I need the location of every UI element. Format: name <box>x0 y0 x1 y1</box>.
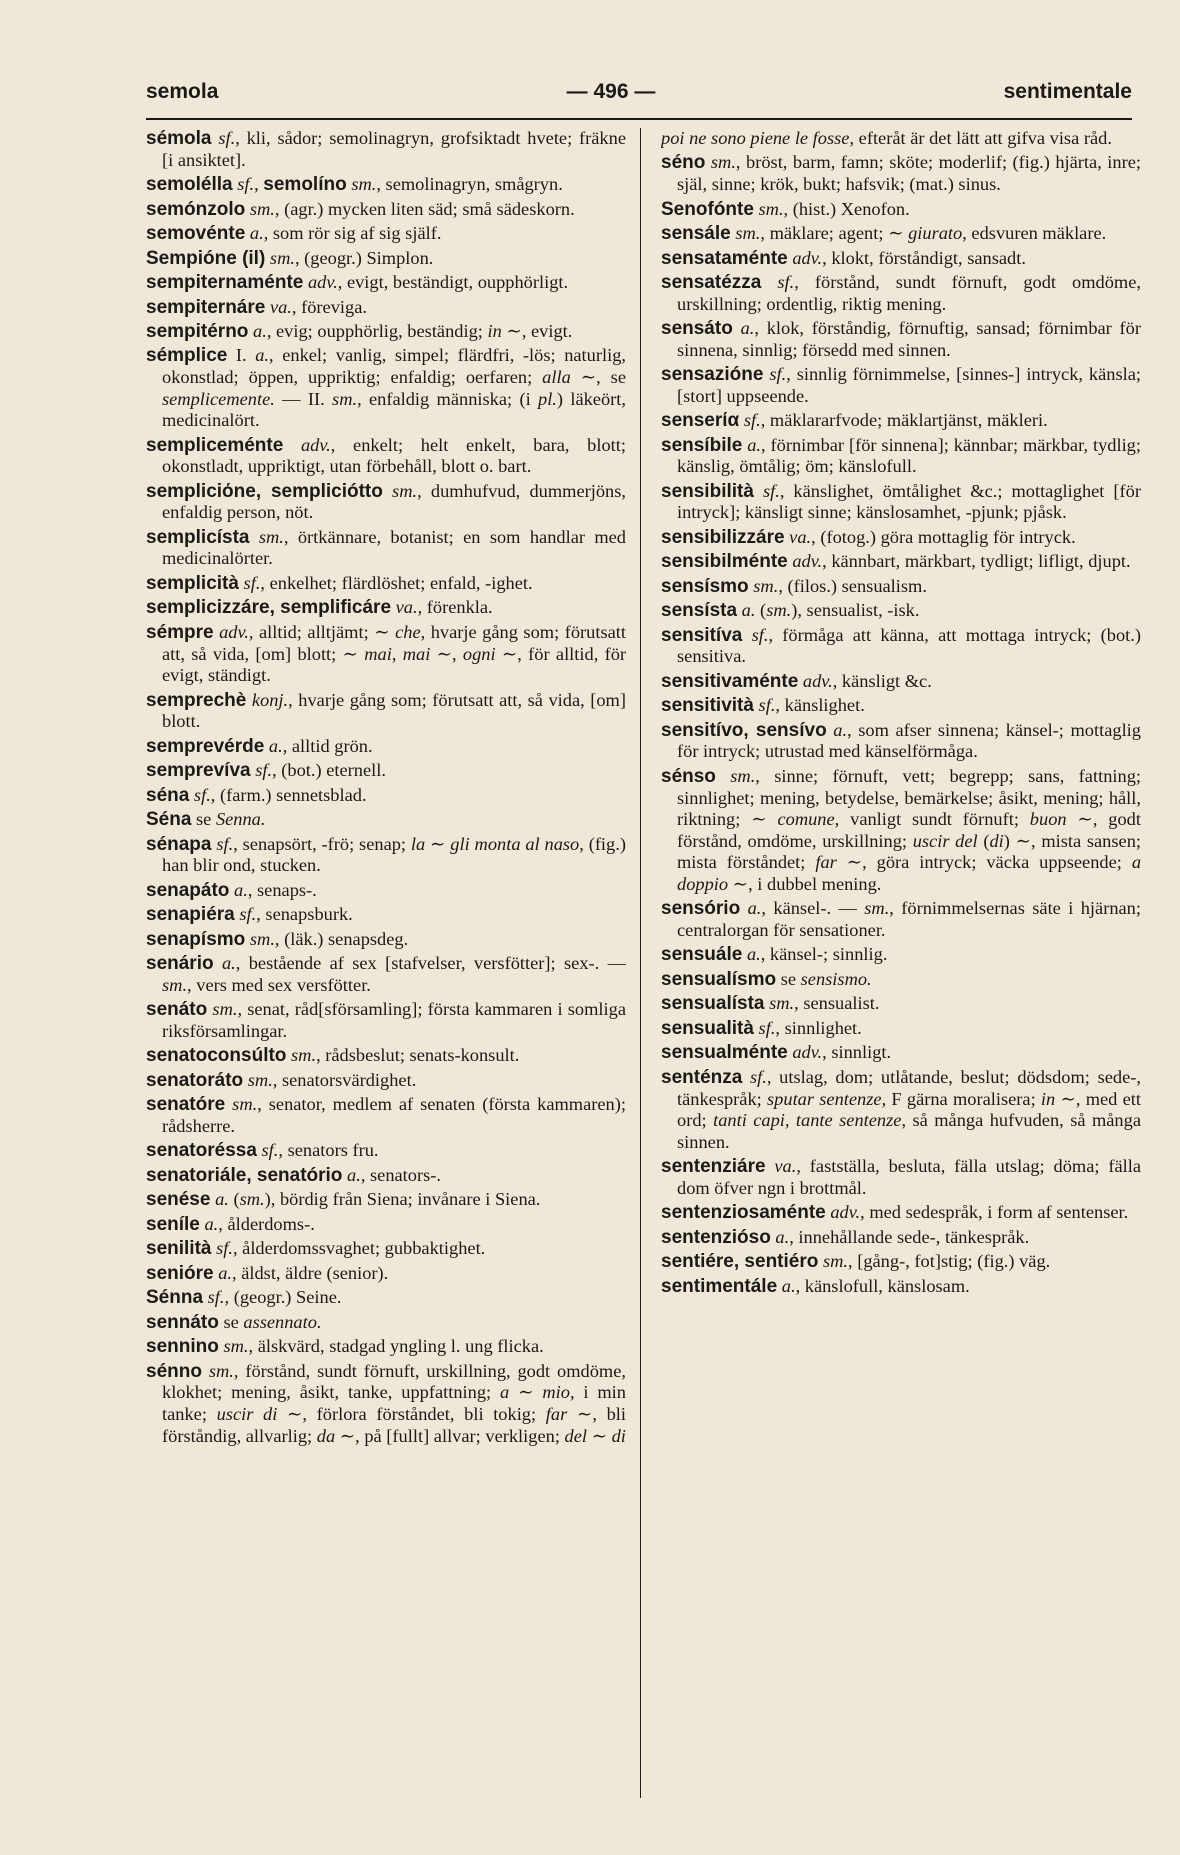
definition: a., känsel-. — sm., förnimmelsernas säte i hjärnan; centralorgan för sensationer. <box>677 898 1141 940</box>
definition: sf., enkelhet; flärdlöshet; enfald, -ighet. <box>243 572 533 593</box>
headword: sensataménte <box>661 247 788 269</box>
definition: adv., med sedespråk, i form af sentenser. <box>830 1202 1129 1223</box>
headword: Sempióne (il) <box>146 247 266 269</box>
definition: a. (sm.), sensualist, -isk. <box>741 600 920 621</box>
dictionary-entry <box>661 318 1141 361</box>
dictionary-entry <box>146 1070 626 1092</box>
definition: a., evig; oupphörlig, beständig; in ∼, evigt. <box>253 320 573 341</box>
definition: a., äldst, äldre (senior). <box>218 1262 389 1283</box>
dictionary-entry <box>146 297 626 319</box>
headword: semónzolo <box>146 198 246 220</box>
headword: sensíbile <box>661 434 743 456</box>
dictionary-entry <box>661 671 1141 693</box>
dictionary-entry <box>146 128 626 171</box>
headword: sempliciόne, semplicióttο <box>146 480 383 502</box>
headword: semplicità <box>146 572 239 594</box>
dictionary-entry <box>661 1156 1141 1199</box>
headword: sénno <box>146 1360 202 1382</box>
page-header <box>146 72 1132 112</box>
headword: senténza <box>661 1066 743 1088</box>
definition: sm., (läk.) senapsdeg. <box>249 928 409 949</box>
dictionary-entry <box>146 1214 626 1236</box>
headword: sensísmo <box>661 575 749 597</box>
dictionary-entry <box>661 1227 1141 1249</box>
dictionary-entry <box>661 1202 1141 1224</box>
definition: konj., hvarje gång som; förutsatt att, så vida, [om] blott. <box>162 689 626 732</box>
dictionary-entry <box>146 1312 626 1334</box>
definition: sf., känslighet. <box>758 695 865 716</box>
definition: sm., örtkännare, botanist; en som handlar med medicinalörter. <box>162 526 626 569</box>
headword: semprevíva <box>146 760 251 782</box>
headword: semplicísta <box>146 526 250 548</box>
definition: sm., (filos.) sensualism. <box>753 575 927 596</box>
headword: sénso <box>661 765 716 787</box>
dictionary-entry <box>661 1251 1141 1273</box>
definition: a., som afser sinnena; känsel-; mottaglig för intryck; utrustad med känselförmåga. <box>677 719 1141 762</box>
definition: sf., kli, sådor; semolinagryn, grofsiktadt hvete; fräkne [i ansiktet]. <box>162 128 626 170</box>
dictionary-entry <box>146 1045 626 1067</box>
dictionary-entry <box>661 1067 1141 1153</box>
dictionary-entry <box>661 248 1141 270</box>
dictionary-entry <box>146 760 626 782</box>
dictionary-entry <box>661 1042 1141 1064</box>
dictionary-entry <box>146 880 626 902</box>
headword: senário <box>146 953 214 975</box>
definition: a. (sm.), bördig från Siena; invånare i Siena. <box>215 1189 541 1210</box>
dictionary-entry <box>146 1287 626 1309</box>
dictionary-entry <box>146 904 626 926</box>
headword: sémplice <box>146 345 228 367</box>
dictionary-entry <box>661 1018 1141 1040</box>
dictionary-entry <box>146 1140 626 1162</box>
definition: sm., (geogr.) Simplon. <box>269 247 434 268</box>
definition: va., föreviga. <box>269 296 367 317</box>
dictionary-entry <box>146 690 626 733</box>
headword: séno <box>661 152 706 174</box>
dictionary-entry <box>146 785 626 807</box>
dictionary-entry <box>146 622 626 687</box>
headword: sémola <box>146 128 212 149</box>
dictionary-entry <box>661 272 1141 315</box>
definition: sm., senatorsvärdighet. <box>247 1069 417 1090</box>
definition: a., innehållande sede-, tänkespråk. <box>775 1226 1030 1247</box>
headword: sensazióne <box>661 364 764 386</box>
headword: senatoconsúlto <box>146 1045 287 1067</box>
dictionary-entry <box>661 435 1141 478</box>
dictionary-entry <box>146 481 626 524</box>
dictionary-entry <box>146 1336 626 1358</box>
column-divider <box>640 128 641 1798</box>
headword: sensibilizzáre <box>661 526 785 548</box>
headword: séna <box>146 784 190 806</box>
headword: sempiternáre <box>146 296 266 318</box>
definition: a., som rör sig af sig själf. <box>249 223 442 244</box>
headword: semprechè <box>146 689 247 711</box>
headword: seníle <box>146 1213 200 1235</box>
dictionary-entry <box>146 435 626 478</box>
headword: senatóre <box>146 1094 226 1116</box>
headword: sensitívo, sensívo <box>661 719 827 741</box>
definition: adv., klokt, förståndigt, sansadt. <box>792 247 1026 268</box>
dictionary-entry <box>146 953 626 996</box>
dictionary-entry <box>661 969 1141 991</box>
dictionary-entry <box>661 898 1141 941</box>
headword: sensuále <box>661 944 743 966</box>
page-number: — 496 — <box>566 80 656 103</box>
dictionary-entry <box>146 174 626 196</box>
headword: sempliceménte <box>146 434 284 456</box>
headword: semovénte <box>146 223 246 245</box>
headword: semprevérde <box>146 735 265 757</box>
headword: Séna <box>146 809 192 831</box>
definition: se assennato. <box>218 1311 322 1332</box>
definition: adv., kännbart, märkbart, tydligt; lifligt, djupt. <box>792 551 1131 572</box>
definition: sf., sinnlig förnimmelse, [sinnes-] intryck, känsla; [stort] uppseende. <box>677 364 1141 406</box>
headword: sennáto <box>146 1311 219 1333</box>
definition: sf., mäklararfvode; mäklartjänst, mäkleri. <box>743 410 1048 431</box>
dictionary-entry <box>661 1276 1141 1298</box>
headword: sentiére, sentiéro <box>661 1251 819 1273</box>
dictionary-entry <box>661 410 1141 432</box>
dictionary-entry <box>146 1263 626 1285</box>
definition: sm., senat, råd[sförsamling]; första kammaren i somliga riksförsamlingar. <box>162 999 626 1041</box>
definition: va., fastställa, besluta, fälla utslag; döma; fälla dom öfver ngn i brottmål. <box>677 1156 1141 1198</box>
dictionary-entry <box>146 597 626 619</box>
headword: sentenziosaménte <box>661 1202 826 1224</box>
headword: semolélla <box>146 174 233 196</box>
definition: sm., dumhufvud, dummerjöns, enfaldig person, nöt. <box>162 480 626 523</box>
definition: sf., (geogr.) Seine. <box>207 1287 342 1308</box>
definition: sf., senapsburk. <box>239 904 353 925</box>
definition: sf., senapsört, -frö; senap; la ∼ gli monta al naso, (fig.) han blir ond, stucken. <box>162 833 626 876</box>
dictionary-entry <box>661 199 1141 221</box>
headword: sensualísmo <box>661 968 777 990</box>
definition: sf., sinnlighet. <box>758 1017 862 1038</box>
dictionary-entry <box>661 223 1141 245</box>
headword: sempitérno <box>146 320 249 342</box>
dictionary-entry <box>661 551 1141 573</box>
headword: senapiéra <box>146 904 235 926</box>
definition: adv., enkelt; helt enkelt, bara, blott; okonstladt, uppriktigt, utan förbehåll, blott o. bart. <box>162 434 626 477</box>
headword: sennino <box>146 1336 219 1358</box>
dictionary-entry <box>661 944 1141 966</box>
definition: a., senaps-. <box>234 879 317 900</box>
headword: sensatézza <box>661 272 762 294</box>
definition: sf., förmåga att känna, att mottaga intryck; (bot.) sensitiva. <box>677 624 1141 667</box>
definition: va., förenkla. <box>395 597 493 618</box>
headword: sensibilità <box>661 480 754 502</box>
headword: sensáto <box>661 318 733 340</box>
dictionary-entry <box>146 736 626 758</box>
dictionary-entry <box>146 1361 626 1447</box>
dictionary-entry <box>661 527 1141 549</box>
definition: adv., sinnligt. <box>792 1042 892 1063</box>
definition: se sensismo. <box>776 968 872 989</box>
headword: senserία <box>661 410 740 432</box>
headword: senióre <box>146 1262 214 1284</box>
dictionary-entry <box>146 1238 626 1260</box>
headword: sénapa <box>146 833 212 855</box>
dictionary-entry <box>146 272 626 294</box>
headword: senapáto <box>146 879 230 901</box>
headword: sensualménte <box>661 1042 788 1064</box>
dictionary-entry <box>146 321 626 343</box>
definition: adv., känsligt &c. <box>802 670 932 691</box>
definition: sf., senators fru. <box>261 1140 379 1161</box>
headword: sensibilménte <box>661 551 788 573</box>
headword: sensitíva <box>661 624 743 646</box>
headword: sempiternaménte <box>146 272 304 294</box>
definition: sm., (agr.) mycken liten säd; små sädeskorn. <box>249 198 575 219</box>
definition: sm., mäklare; agent; ∼ giurato, edsvuren mäklare. <box>735 223 1107 244</box>
definition: a., alltid grön. <box>268 735 373 756</box>
definition: sf., (bot.) eternell. <box>255 760 386 781</box>
dictionary-entry <box>661 481 1141 524</box>
definition: a., förnimbar [för sinnena]; kännbar; märkbar, tydlig; känslig, ömtålig; öm; känslofull. <box>677 434 1141 477</box>
headword: sémpre <box>146 621 214 643</box>
dictionary-entry <box>146 1094 626 1137</box>
headword: senilità <box>146 1238 212 1260</box>
left-column <box>146 128 626 1835</box>
headword: Sénna <box>146 1287 204 1309</box>
definition: a., klok, förståndig, förnuftig, sansad; förnimbar för sinnena, sinnlig; försedd med sinnen. <box>677 318 1141 360</box>
dictionary-entry <box>146 223 626 245</box>
headword: sensualità <box>661 1017 754 1039</box>
headword: senatoréssa <box>146 1140 257 1162</box>
definition: va., (fotog.) göra mottaglig för intryck. <box>789 526 1076 547</box>
definition: adv., evigt, beständigt, oupphörligt. <box>307 272 569 293</box>
dictionary-entry <box>661 993 1141 1015</box>
headword: senése <box>146 1189 211 1211</box>
dictionary-entry <box>661 720 1141 763</box>
definition: sm., senator, medlem af senaten (första kammaren); rådsherre. <box>162 1094 626 1136</box>
definition: a., ålderdoms-. <box>204 1213 315 1234</box>
dictionary-entry <box>146 248 626 270</box>
headword: senatoráto <box>146 1069 244 1091</box>
dictionary-entry <box>661 625 1141 668</box>
dictionary-entry <box>146 1189 626 1211</box>
dictionary-entry <box>146 1165 626 1187</box>
headword: sensório <box>661 898 741 920</box>
headword: senapísmo <box>146 928 246 950</box>
definition: sm., rådsbeslut; senats-konsult. <box>291 1045 520 1066</box>
headword: senáto <box>146 999 208 1021</box>
headword: sentenzióso <box>661 1226 771 1248</box>
dictionary-entry <box>146 199 626 221</box>
headword: sensísta <box>661 600 738 622</box>
definition: sm., förstånd, sundt förnuft, urskillning, godt omdöme, klokhet; mening, åsikt, tanke, uppfattning; a ∼ mio, i min tanke; uscir di ∼, förlora förståndet, bli tokig; far ∼, bli förståndig, allvarlig; da ∼, på [fullt] allvar; verkligen; del ∼ di <box>162 1360 626 1446</box>
definition: sm., (hist.) Xenofon. <box>758 198 910 219</box>
headword: senatoriále, senatório <box>146 1164 343 1186</box>
dictionary-entry <box>661 576 1141 598</box>
definition: poi ne sono piene le fosse, efteråt är det lätt att gifva visa råd. <box>661 128 1112 148</box>
definition: sf., ålderdomssvaghet; gubbaktighet. <box>216 1238 486 1259</box>
dictionary-entry <box>661 600 1141 622</box>
definition: se Senna. <box>191 809 266 830</box>
right-column <box>661 128 1141 1835</box>
header-rule <box>146 118 1132 120</box>
definition: I. a., enkel; vanlig, simpel; flärdfri, -lös; naturlig, okonstlad; öppen, uppriktig; enfaldig; oerfaren; alla ∼, se semplicemente. — II. sm., enfaldig människa; (i pl.) läkeört, medicinalört. <box>162 345 626 431</box>
definition: sf., förstånd, sundt förnuft, godt omdöme, urskillning; ordentlig, riktig mening. <box>677 272 1141 314</box>
headword: sentenziáre <box>661 1156 766 1178</box>
definition: sm., älskvärd, stadgad yngling l. ung flicka. <box>223 1336 544 1357</box>
definition: sf., känslighet, ömtålighet &c.; mottaglighet [för intryck]; känsligt sinne; känslosamhet, -pjunk; pjåsk. <box>677 480 1141 523</box>
headword: sensále <box>661 223 731 245</box>
dictionary-entry <box>661 695 1141 717</box>
definition: sf., (farm.) sennetsblad. <box>193 784 367 805</box>
definition: sm., sinne; förnuft, vett; begrepp; sans, fattning; sinnlighet; mening, betydelse, bemärkelse; åsikt, mening; håll, riktning; ∼ comune, vanligt sundt förnuft; buon ∼, godt förstånd, omdöme, urskillning; uscir del (di) ∼, mista sansen; mista förståndet; far ∼, göra intryck; väcka uppseende; a doppio ∼, i dubbel mening. <box>677 765 1141 894</box>
dictionary-entry <box>146 834 626 877</box>
definition: a., bestående af sex [stafvelser, versfötter]; sex-. — sm., vers med sex versfötter. <box>162 953 626 995</box>
dictionary-entry <box>661 152 1141 195</box>
dictionary-entry <box>146 345 626 431</box>
definition: adv., alltid; alltjämt; ∼ che, hvarje gång som; förutsatt att, så vida, [om] blott; ∼ mai, mai ∼, ogni ∼, för alltid, för evigt, ständigt. <box>162 621 626 686</box>
dictionary-entry <box>661 128 1141 150</box>
definition: sm., sensualist. <box>769 993 880 1014</box>
headword: sensitività <box>661 695 754 717</box>
definition: a., senators-. <box>347 1164 441 1185</box>
headword: sentimentále <box>661 1275 778 1297</box>
definition: a., känslofull, känslosam. <box>781 1275 970 1296</box>
dictionary-entry <box>146 999 626 1042</box>
headword: sensualísta <box>661 993 765 1015</box>
dictionary-entry <box>661 766 1141 896</box>
definition: sm., bröst, barm, famn; sköte; moderlif; (fig.) hjärta, inre; själ, sinne; krök, bukt; hafsvik; (mat.) sinus. <box>677 152 1141 195</box>
dictionary-entry <box>146 809 626 831</box>
definition: a., känsel-; sinnlig. <box>746 944 888 965</box>
dictionary-entry <box>146 527 626 570</box>
header-left-guideword: semola <box>146 80 219 103</box>
headword: sensitivaménte <box>661 670 799 692</box>
headword: semplicizzáre, semplificáre <box>146 597 392 619</box>
definition: sf., semolíno sm., semolinagryn, smågryn. <box>237 174 563 196</box>
dictionary-entry <box>146 573 626 595</box>
dictionary-entry <box>661 364 1141 407</box>
header-right-guideword: sentimentale <box>1003 80 1132 103</box>
definition: sm., [gång-, fot]stig; (fig.) väg. <box>822 1251 1051 1272</box>
dictionary-entry <box>146 929 626 951</box>
headword: Senofónte <box>661 198 754 220</box>
definition: sf., utslag, dom; utlåtande, beslut; dödsdom; sede-, tänkespråk; sputar sentenze, F gärna moralisera; in ∼, med ett ord; tanti capi, tante sentenze, så många hufvuden, så många sinnen. <box>677 1066 1141 1152</box>
